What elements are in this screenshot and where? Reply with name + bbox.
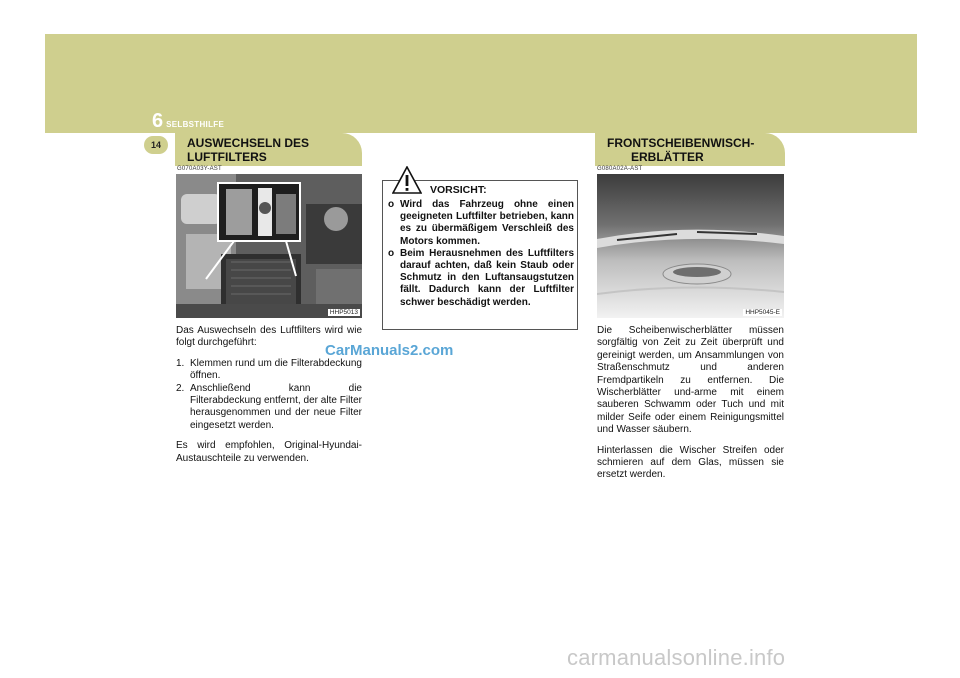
paragraph: Hinterlassen die Wischer Streifen oder schmieren auf dem Glas, müssen sie ersetzt werden. [597, 444, 784, 481]
section-title-line1: FRONTSCHEIBENWISCH- [607, 136, 755, 150]
section-title-line2: LUFTFILTERS [187, 150, 267, 164]
step-text: Klemmen rund um die Filterabdeckung öffnen. [190, 357, 362, 382]
note-paragraph: Es wird empfohlen, Original-Hyundai-Austauschteile zu verwenden. [176, 440, 362, 464]
photo-label: HHP5045-E [745, 309, 780, 316]
step-text: Anschließend kann die Filterabdeckung entfernt, der alte Filter herausgenommen und der neue Filter eingesetzt werden. [190, 382, 362, 431]
list-item [388, 248, 574, 309]
right-body-text [597, 325, 784, 490]
bullet: o [388, 199, 395, 210]
step-number: 2. [176, 382, 185, 394]
photo-label: HHP5013 [329, 309, 358, 316]
section-code: G080A02A-AST [597, 166, 643, 172]
chapter-number: 6 [152, 110, 164, 132]
section-title-line1: AUSWECHSELN DES [187, 136, 310, 150]
step-number: 1. [176, 357, 185, 369]
section-title-wiper-blades [595, 133, 785, 166]
list-item [176, 358, 362, 383]
engine-bay-illustration [176, 174, 362, 318]
watermark-link[interactable]: CarManuals2.com [325, 342, 454, 359]
chapter-header [152, 110, 224, 133]
section-title-line2: ERBLÄTTER [631, 150, 704, 164]
paragraph: Die Scheibenwischerblätter müssen sorgfältig von Zeit zu Zeit überprüft und gereinigt werden, um Ansammlungen von Straßenschmutz und anderen Fremdpartikeln zu entfernen. Die Wischerblätter und-arme mit einem sauberen Schwamm oder Tuch und mit milder Seife oder einem Reinigungsmittel und Wasser säubern. [597, 325, 784, 436]
chapter-title: SELBSTHILFE [166, 120, 225, 129]
footer-watermark: carmanualsonline.info [567, 645, 786, 670]
caution-title: VORSICHT: [430, 184, 487, 196]
intro-paragraph: Das Auswechseln des Luftfilters wird wie folgt durchgeführt: [176, 325, 362, 349]
bullet: o [388, 247, 395, 259]
warning-triangle-icon [392, 166, 422, 199]
steps-list [176, 358, 362, 432]
wiper-photo [597, 174, 784, 318]
page-number: 14 [144, 136, 168, 154]
caution-text: Beim Herausnehmen des Luftfilters darauf achten, daß kein Staub oder Schmutz in den Luftansaugstutzen fällt. Dadurch kann der Luftfilter schwer beschädigt werden. [400, 247, 574, 308]
air-filter-photo [176, 174, 362, 318]
list-item [176, 383, 362, 433]
section-code: G070A03Y-AST [177, 166, 222, 172]
section-title-air-filter [175, 133, 362, 166]
caution-list [388, 199, 574, 309]
caution-text: Wird das Fahrzeug ohne einen geeigneten Luftfilter betrieben, kann es zu übermäßigem Verschleiß des Motors kommen. [400, 199, 574, 247]
list-item [388, 199, 574, 248]
windshield-illustration [597, 174, 784, 318]
